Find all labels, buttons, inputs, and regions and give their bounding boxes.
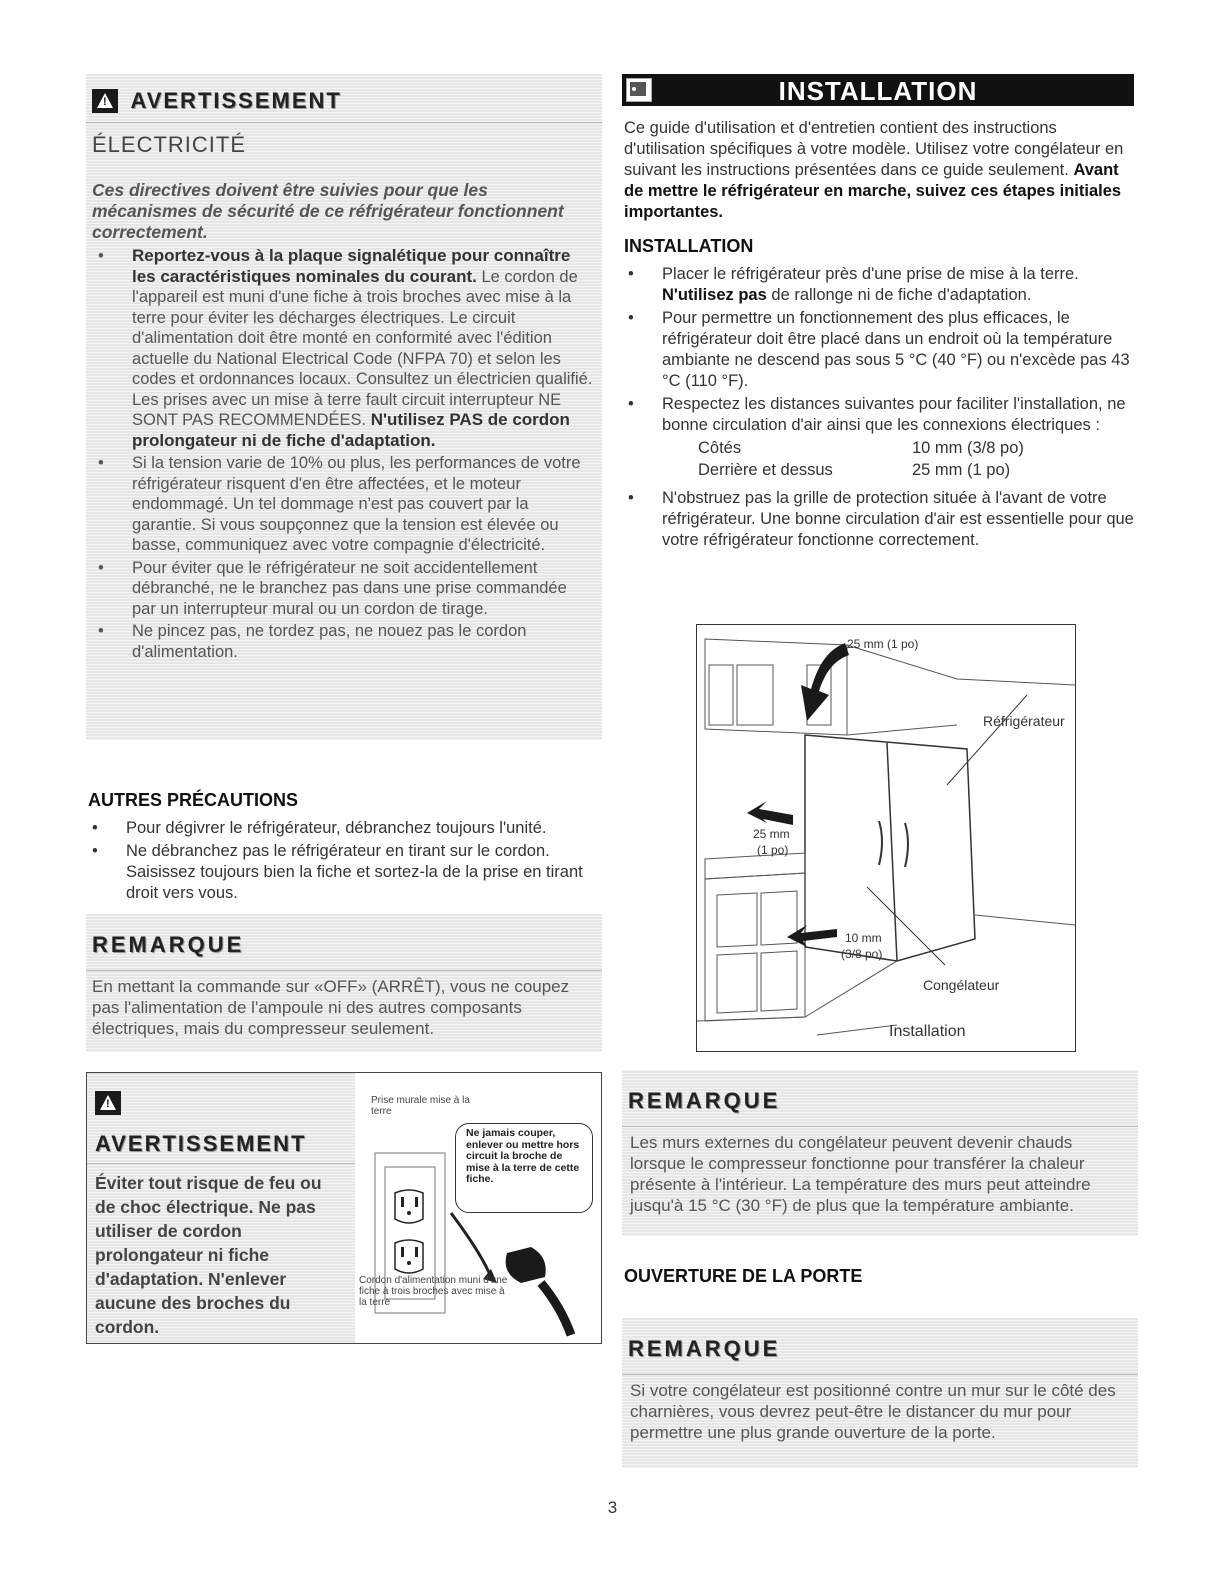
clearance-table [662,438,1140,482]
clearance-row2-value: 25 mm (1 po) [912,461,1011,479]
figure-caption: Installation [889,1023,966,1040]
left-clearance-label-1: 25 mm [753,827,790,841]
ouverture-heading: OUVERTURE DE LA PORTE [624,1266,863,1286]
divider [86,122,602,123]
warning-intro: Ces directives doivent être suivies pour que les mécanismes de sécurité de ce réfrigérateur fonctionnent correctement. [92,180,564,242]
autres-precautions-list [86,818,596,904]
warning-bullet-2: • Si la tension varie de 10% ou plus, les performances de votre réfrigérateur risquent d'en être affectées, et le moteur endommagé. Un tel dommage n'est pas couvert par la garantie. Si vous soupçonnez que la tension est élevée ou basse, communiquez avec votre compagnie d'électricité. [92,453,594,556]
remarque-walls-box [622,1070,1138,1236]
cord-label: Cordon d'alimentation muni d'une fiche à trois broches avec mise à la terre [359,1275,508,1308]
divider [622,1126,1138,1127]
installation-bullet-3: • Respectez les distances suivantes pour faciliter l'installation, ne bonne circulation d'air ainsi que les connexions électriques : Côtés 10 mm (3/8 po) Derrière et dessus 25 mm (1 po) [622,394,1140,482]
page-number: 3 [607,1498,618,1517]
refrigerator-label: Réfrigérateur [983,713,1065,729]
divider [622,1374,1138,1375]
warning-bullets [92,246,594,662]
warning-bullet-4: • Ne pincez pas, ne tordez pas, ne nouez pas le cordon d'alimentation. [92,621,594,662]
remarque-door-box [622,1318,1138,1468]
warning-bullet-1: • Reportez-vous à la plaque signalétique pour connaître les caractéristiques nominales du courant. Le cordon de l'appareil est muni d'une fiche à trois broches avec mise à la terre pour éviter les décharges électriques. Le circuit d'alimentation doit être monté en conformité avec l'édition actuelle du National Electrical Code (NFPA 70) et selon les codes et ordonnances locaux. Consultez un électricien qualifié. Les prises avec un mise à terre fault circuit interrupteur NE SONT PAS RECOMMENDÉES. N'utilisez PAS de cordon prolongateur ni de fiche d'adaptation. [92,246,594,451]
remarque-text: Si votre congélateur est positionné contre un mur sur le côté des charnières, vous devrez peut-être le distancer du mur pour permettre une plus grande ouverture de la porte. [630,1381,1116,1442]
plug-note-text: Ne jamais couper, enlever ou mettre hors circuit la broche de mise à la terre de cette fiche. [466,1127,580,1185]
electricity-warning-box [86,74,602,740]
remarque-text: Les murs externes du congélateur peuvent devenir chauds lorsque le compresseur fonctionne pour transférer la chaleur présente à l'intérieur. La température des murs peut atteindre jusqu'à 15 °C (30 °F) de plus que la température ambiante. [630,1133,1091,1215]
outlet-label: Prise murale mise à la terre [371,1095,470,1117]
warning-header [92,88,342,114]
left-clearance-label-2: (1 po) [757,843,789,857]
remarque-text: En mettant la commande sur «OFF» (ARRÊT), vous ne coupez pas l'alimentation de l'ampoule ni des autres composants électriques, mais du compresseur seulement. [92,977,570,1038]
autres-bullet-2: • Ne débranchez pas le réfrigérateur en tirant sur le cordon. Saisissez toujours bien la fiche et sortez-la de la prise en tirant droit vers vous. [86,841,596,904]
warning-subtitle: ÉLECTRICITÉ [92,132,247,157]
installation-figure [696,624,1076,1052]
installation-intro: Ce guide d'utilisation et d'entretien contient des instructions d'utilisation spécifiques à votre modèle. Utilisez votre congélateur en suivant les instructions présentées dans ce guide seulement. Avant de mettre le réfrigérateur en marche, suivez ces étapes initiales importantes. [624,119,1124,221]
remarque-title: REMARQUE [628,1088,781,1113]
plug-warning-box [86,1072,602,1344]
clearance-row1-label: Côtés [698,439,742,457]
installation-bullet-4: • N'obstruez pas la grille de protection située à l'avant de votre réfrigérateur. Une bonne circulation d'air est essentielle pour que votre réfrigérateur fonctionne correctement. [622,488,1140,551]
plug-warning-panel [87,1073,355,1343]
warning-title: AVERTISSEMENT [130,88,342,113]
autres-precautions-heading: AUTRES PRÉCAUTIONS [88,790,299,810]
autres-bullet-1: • Pour dégivrer le réfrigérateur, débranchez toujours l'unité. [86,818,596,839]
warning-triangle-icon: ! [95,1091,121,1115]
clearance-row2-label: Derrière et dessus [698,461,833,479]
warning-triangle-icon: ! [92,89,118,113]
divider [87,1163,355,1164]
installation-bullet-1: • Placer le réfrigérateur près d'une prise de mise à la terre. N'utilisez pas de rallonge ni de fiche d'adaptation. [622,264,1140,306]
installation-banner [622,74,1134,106]
installation-list [622,264,1140,551]
freezer-label: Congélateur [923,977,1000,993]
warning-title: AVERTISSEMENT [95,1131,307,1156]
remarque-off-box [86,914,602,1052]
divider [86,970,602,971]
outlet-plug-illustration [371,1133,601,1343]
warning-text: Éviter tout risque de feu ou de choc électrique. Ne pas utiliser de cordon prolongateur ni fiche d'adaptation. N'enlever aucune des broches du cordon. [95,1173,322,1337]
installation-heading: INSTALLATION [624,236,754,256]
banner-title: INSTALLATION [778,76,978,106]
warning-bullet-3: • Pour éviter que le réfrigérateur ne soit accidentellement débranché, ne le branchez pas dans une prise commandée par un interrupteur mural ou un cordon de tirage. [92,558,594,620]
side-clearance-label-2: (3/8 po) [841,947,883,961]
remarque-title: REMARQUE [92,932,245,957]
clearance-row1-value: 10 mm (3/8 po) [912,439,1024,457]
installation-bullet-2: • Pour permettre un fonctionnement des plus efficaces, le réfrigérateur doit être placé dans un endroit où la température ambiante ne descend pas sous 5 °C (40 °F) ou n'excède pas 43 °C (110 °F). [622,308,1140,392]
remarque-title: REMARQUE [628,1336,781,1361]
side-clearance-label-1: 10 mm [845,931,882,945]
top-clearance-label: 25 mm (1 po) [847,637,919,651]
